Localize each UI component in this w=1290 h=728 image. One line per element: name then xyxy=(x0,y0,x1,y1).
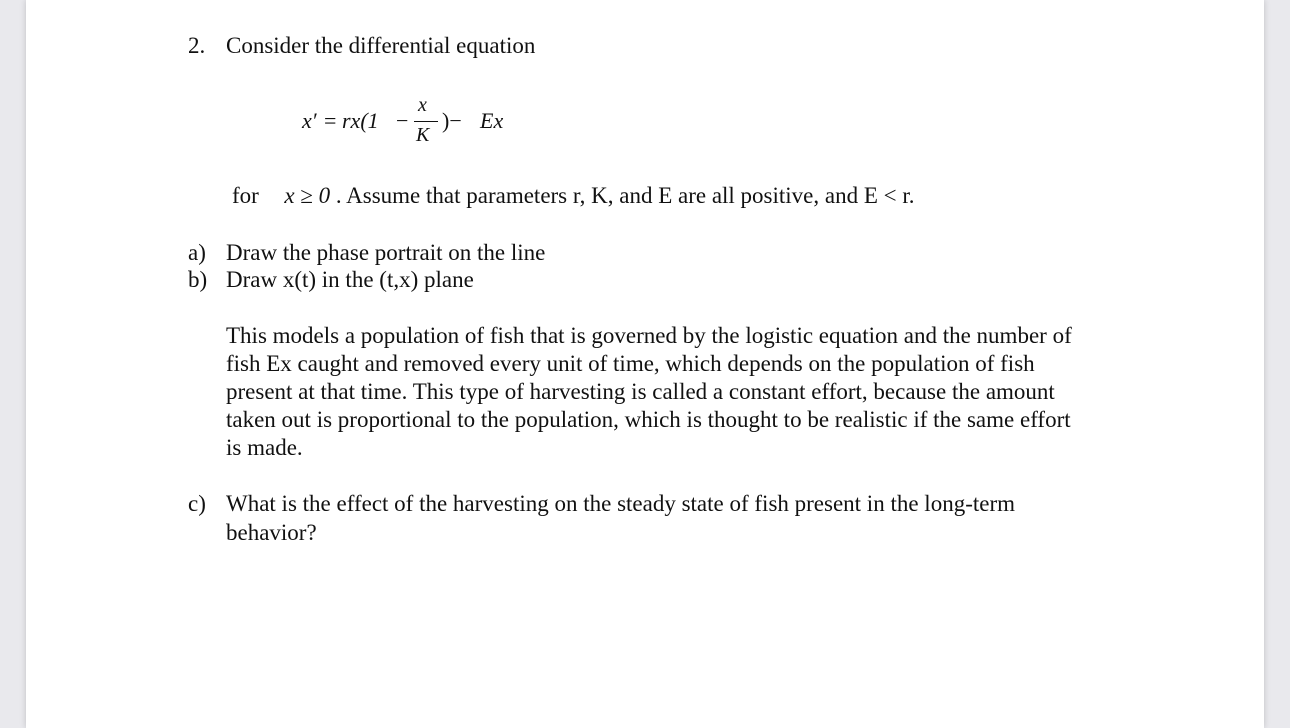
part-a-label: a) xyxy=(188,240,206,265)
eq-minus: − xyxy=(396,108,409,133)
model-paragraph xyxy=(226,322,1136,462)
paragraph-line: This models a population of fish that is governed by the logistic equation and the number of xyxy=(226,323,1072,348)
eq-rx-paren: rx(1 xyxy=(342,108,379,133)
part-b-text: Draw x(t) in the (t,x) plane xyxy=(226,267,474,292)
part-c-line1: What is the effect of the harvesting on the steady state of fish present in the long-term xyxy=(226,491,1015,516)
part-b-label: b) xyxy=(188,267,208,292)
paragraph-line: is made. xyxy=(226,435,303,460)
problem-number: 2. xyxy=(188,33,206,58)
paragraph-line: present at that time. This type of harvesting is called a constant effort, because the amount xyxy=(226,379,1055,404)
problem-intro: Consider the differential equation xyxy=(226,33,536,58)
eq-lhs: x′ xyxy=(302,108,317,133)
condition-rest: . Assume that parameters r, K, and E are all positive, and E < r. xyxy=(335,183,915,208)
eq-close-minus: )− xyxy=(442,108,462,133)
condition-for: for xyxy=(232,183,259,208)
paragraph-line: fish Ex caught and removed every unit of time, which depends on the population of fish xyxy=(226,351,1035,376)
condition-line xyxy=(232,182,915,210)
eq-frac-bar xyxy=(414,121,438,122)
eq-tail: Ex xyxy=(480,108,504,133)
part-a-text: Draw the phase portrait on the line xyxy=(226,240,546,265)
eq-equals: = xyxy=(324,108,337,133)
eq-frac-numerator: x xyxy=(418,94,427,116)
eq-frac-denominator: K xyxy=(416,124,430,146)
part-c-label: c) xyxy=(188,491,206,516)
condition-math: x ≥ 0 xyxy=(284,183,331,208)
document-page xyxy=(26,0,1264,728)
part-c-line2: behavior? xyxy=(226,520,317,545)
paragraph-line: taken out is proportional to the population, which is thought to be realistic if the same effort xyxy=(226,407,1071,432)
